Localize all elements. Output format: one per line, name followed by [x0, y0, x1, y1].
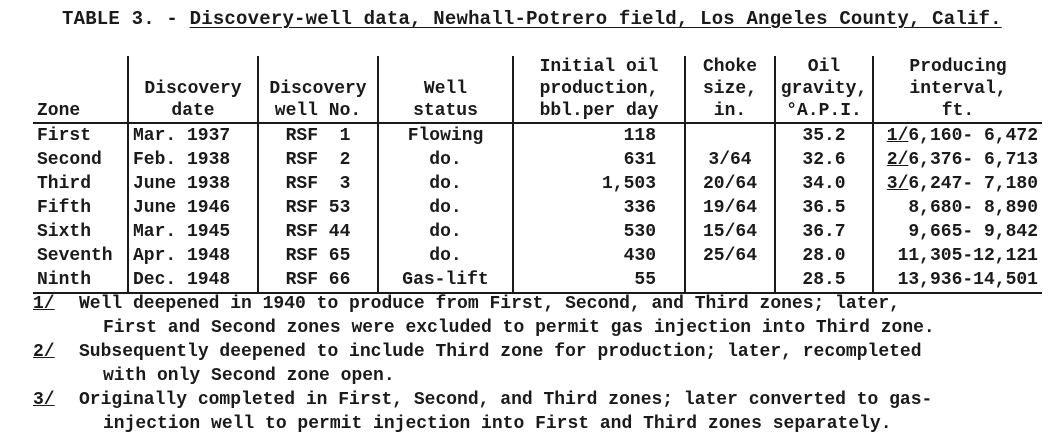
- status-cell: [378, 196, 513, 220]
- well-cell: [258, 244, 378, 268]
- header-gravity-2: gravity,: [775, 78, 873, 100]
- header-well-3: well No.: [258, 100, 378, 123]
- date-cell: [128, 148, 258, 172]
- header-zone-2: [33, 78, 128, 100]
- footnote-1-line1: Well deepened in 1940 to produce from First, Second, and Third zones; later,: [79, 294, 900, 314]
- date-cell-value: Dec. 1948: [133, 270, 231, 290]
- status-cell-value: Gas-lift: [402, 270, 489, 290]
- gravity-cell-value: 36.7: [802, 222, 846, 242]
- choke-cell-value: 19/64: [702, 198, 757, 218]
- status-cell-value: do.: [429, 174, 462, 194]
- footnote-3-line2: injection well to permit injection into First and Third zones separately.: [103, 414, 892, 434]
- choke-cell-value: 20/64: [702, 174, 757, 194]
- status-cell: [378, 220, 513, 244]
- well-cell: [258, 268, 378, 293]
- date-cell: [128, 123, 258, 148]
- status-cell: [378, 244, 513, 268]
- choke-cell: [685, 196, 775, 220]
- date-cell-value: June 1946: [133, 198, 231, 218]
- interval-footnote-ref: 2/: [886, 150, 909, 170]
- footnote-2: [33, 340, 1033, 388]
- date-cell: [128, 172, 258, 196]
- status-cell: [378, 172, 513, 196]
- gravity-cell-value: 28.0: [802, 246, 846, 266]
- footnote-2-mark: 2/: [33, 342, 55, 362]
- choke-cell: [685, 220, 775, 244]
- header-zone-1: [33, 56, 128, 78]
- gravity-cell: [775, 196, 873, 220]
- status-cell-value: do.: [429, 246, 462, 266]
- header-status-3: status: [378, 100, 513, 123]
- zone-cell: [33, 123, 128, 148]
- header-row-2: [33, 78, 1042, 100]
- footnote-1-mark: 1/: [33, 294, 55, 314]
- interval-footnote-ref: 1/: [886, 126, 909, 146]
- interval-cell: [873, 172, 1042, 196]
- header-production-1: Initial oil: [513, 56, 685, 78]
- header-gravity-1: Oil: [775, 56, 873, 78]
- footnotes: [33, 292, 1033, 436]
- header-choke-2: size,: [685, 78, 775, 100]
- well-cell-value: RSF 53: [285, 198, 351, 218]
- header-status-2: Well: [378, 78, 513, 100]
- footnote-3-line1: Originally completed in First, Second, and Third zones; later converted to gas-: [79, 390, 933, 410]
- header-interval-1: Producing: [873, 56, 1042, 78]
- production-cell-value: 336: [623, 198, 656, 218]
- gravity-cell-value: 34.0: [802, 174, 846, 194]
- gravity-cell: [775, 123, 873, 148]
- interval-cell: [873, 196, 1042, 220]
- table-row: [33, 148, 1042, 172]
- gravity-cell-value: 35.2: [802, 126, 846, 146]
- date-cell-value: Feb. 1938: [133, 150, 231, 170]
- interval-cell-value: 6,376- 6,713: [908, 150, 1038, 170]
- table-row: [33, 172, 1042, 196]
- zone-cell-value: Ninth: [37, 270, 92, 290]
- table-row: [33, 196, 1042, 220]
- choke-cell-value: 15/64: [702, 222, 757, 242]
- well-cell: [258, 172, 378, 196]
- zone-cell-value: First: [37, 126, 92, 146]
- zone-cell: [33, 172, 128, 196]
- footnote-3: [33, 388, 1033, 436]
- status-cell: [378, 123, 513, 148]
- header-zone-3: Zone: [33, 100, 128, 123]
- zone-cell: [33, 220, 128, 244]
- production-cell-value: 55: [634, 270, 656, 290]
- header-interval-3: ft.: [873, 100, 1042, 123]
- footnote-2-line2: with only Second zone open.: [103, 366, 395, 386]
- production-cell: [513, 268, 685, 293]
- choke-cell: [685, 172, 775, 196]
- well-cell: [258, 123, 378, 148]
- well-cell-value: RSF 3: [285, 174, 351, 194]
- discovery-well-table: [33, 56, 1042, 294]
- well-cell: [258, 196, 378, 220]
- header-production-2: production,: [513, 78, 685, 100]
- zone-cell-value: Third: [37, 174, 92, 194]
- gravity-cell: [775, 268, 873, 293]
- table-row: [33, 244, 1042, 268]
- production-cell-value: 118: [623, 126, 656, 146]
- header-date-3: date: [128, 100, 258, 123]
- well-cell: [258, 220, 378, 244]
- zone-cell: [33, 148, 128, 172]
- well-cell-value: RSF 66: [285, 270, 351, 290]
- header-row-1: [33, 56, 1042, 78]
- well-cell: [258, 148, 378, 172]
- header-date-1: [128, 56, 258, 78]
- interval-cell: [873, 244, 1042, 268]
- gravity-cell-value: 28.5: [802, 270, 846, 290]
- gravity-cell: [775, 148, 873, 172]
- production-cell: [513, 123, 685, 148]
- footnote-1-line2: First and Second zones were excluded to permit gas injection into Third zone.: [103, 318, 935, 338]
- interval-cell-value: 6,247- 7,180: [908, 174, 1038, 194]
- production-cell: [513, 244, 685, 268]
- production-cell: [513, 148, 685, 172]
- well-cell-value: RSF 44: [285, 222, 351, 242]
- production-cell: [513, 220, 685, 244]
- table-row: [33, 123, 1042, 148]
- zone-cell: [33, 244, 128, 268]
- date-cell-value: June 1938: [133, 174, 231, 194]
- well-cell-value: RSF 1: [285, 126, 351, 146]
- well-cell-value: RSF 65: [285, 246, 351, 266]
- header-production-3: bbl.per day: [513, 100, 685, 123]
- zone-cell-value: Fifth: [37, 198, 92, 218]
- date-cell: [128, 244, 258, 268]
- interval-cell: [873, 148, 1042, 172]
- table-row: [33, 268, 1042, 293]
- choke-cell: [685, 148, 775, 172]
- header-interval-2: interval,: [873, 78, 1042, 100]
- header-date-2: Discovery: [128, 78, 258, 100]
- production-cell: [513, 172, 685, 196]
- header-status-1: [378, 56, 513, 78]
- header-choke-3: in.: [685, 100, 775, 123]
- status-cell-value: do.: [429, 222, 462, 242]
- interval-cell-value: 9,665- 9,842: [908, 222, 1038, 242]
- date-cell-value: Apr. 1948: [133, 246, 231, 266]
- interval-cell-value: 11,305-12,121: [897, 246, 1038, 266]
- interval-cell-value: 6,160- 6,472: [908, 126, 1038, 146]
- zone-cell: [33, 196, 128, 220]
- date-cell: [128, 220, 258, 244]
- table-row: [33, 220, 1042, 244]
- table-title: [62, 8, 1002, 30]
- gravity-cell: [775, 172, 873, 196]
- interval-cell: [873, 123, 1042, 148]
- choke-cell: [685, 268, 775, 293]
- date-cell-value: Mar. 1945: [133, 222, 231, 242]
- gravity-cell-value: 36.5: [802, 198, 846, 218]
- gravity-cell: [775, 220, 873, 244]
- footnote-2-line1: Subsequently deepened to include Third zone for production; later, recompleted: [79, 342, 922, 362]
- header-gravity-3: °A.P.I.: [775, 100, 873, 123]
- date-cell: [128, 268, 258, 293]
- interval-cell: [873, 268, 1042, 293]
- interval-footnote-ref: 3/: [886, 174, 909, 194]
- interval-cell: [873, 220, 1042, 244]
- zone-cell-value: Sixth: [37, 222, 92, 242]
- status-cell: [378, 268, 513, 293]
- status-cell: [378, 148, 513, 172]
- well-cell-value: RSF 2: [285, 150, 351, 170]
- header-choke-1: Choke: [685, 56, 775, 78]
- status-cell-value: do.: [429, 198, 462, 218]
- gravity-cell: [775, 244, 873, 268]
- status-cell-value: Flowing: [407, 126, 484, 146]
- gravity-cell-value: 32.6: [802, 150, 846, 170]
- interval-cell-value: 13,936-14,501: [897, 270, 1038, 290]
- production-cell-value: 530: [623, 222, 656, 242]
- zone-cell-value: Second: [37, 150, 102, 170]
- table-title-prefix: TABLE 3. -: [62, 8, 190, 30]
- production-cell-value: 1,503: [601, 174, 656, 194]
- header-row-3: [33, 100, 1042, 123]
- zone-cell: [33, 268, 128, 293]
- production-cell: [513, 196, 685, 220]
- choke-cell: [685, 244, 775, 268]
- choke-cell: [685, 123, 775, 148]
- production-cell-value: 430: [623, 246, 656, 266]
- choke-cell-value: 3/64: [708, 150, 752, 170]
- production-cell-value: 631: [623, 150, 656, 170]
- date-cell-value: Mar. 1937: [133, 126, 231, 146]
- status-cell-value: do.: [429, 150, 462, 170]
- header-well-1: [258, 56, 378, 78]
- table-title-text: Discovery-well data, Newhall-Potrero field, Los Angeles County, Calif.: [189, 8, 1002, 30]
- header-well-2: Discovery: [258, 78, 378, 100]
- date-cell: [128, 196, 258, 220]
- choke-cell-value: 25/64: [702, 246, 757, 266]
- zone-cell-value: Seventh: [37, 246, 113, 266]
- footnote-3-mark: 3/: [33, 390, 55, 410]
- interval-cell-value: 8,680- 8,890: [908, 198, 1038, 218]
- footnote-1: [33, 292, 1033, 340]
